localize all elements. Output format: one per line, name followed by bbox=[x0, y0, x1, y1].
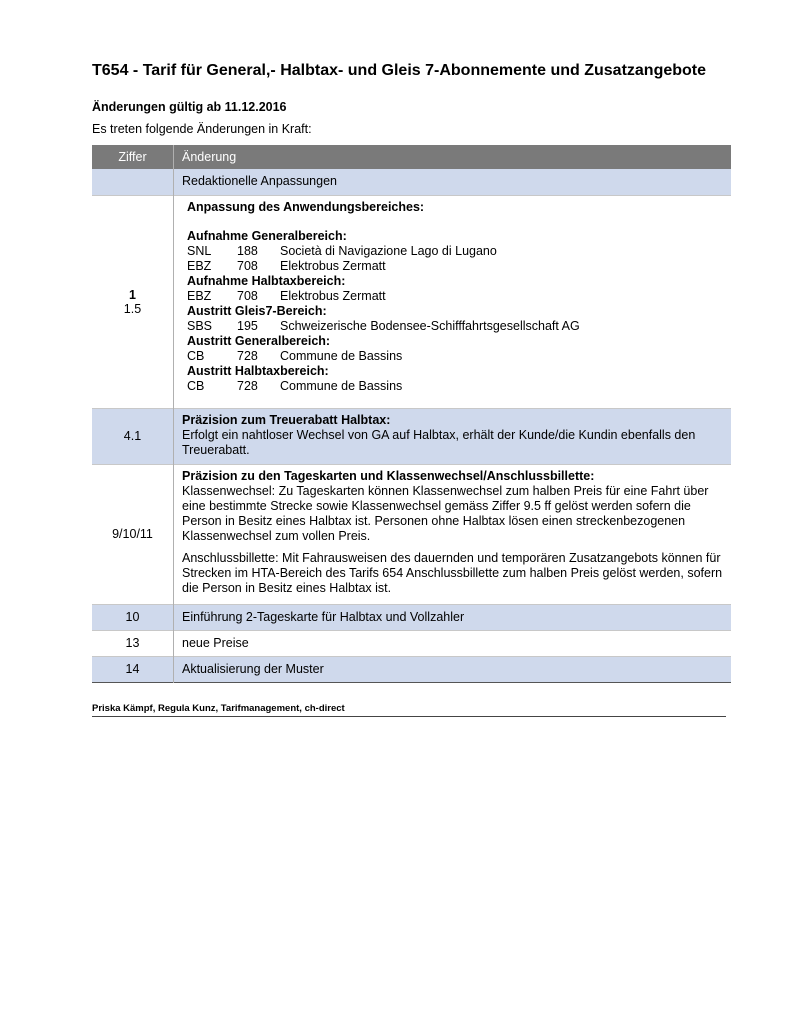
ziffer-main: 1 bbox=[129, 287, 136, 302]
row-paragraph: Klassenwechsel: Zu Tageskarten können Klassenwechsel zum halben Preis für eine Fahrt über eine bestimmte Strecke sowie Klassenwechsel gemäss Ziffer 9.5 ff gelöst werden sofern die Person in Besitz eines Halbtax ist. Personen ohne Halbtax lösen einen streckenbezogenen Klassenwechsel zum vollen Preis. bbox=[182, 483, 709, 543]
intro-text: Es treten folgende Änderungen in Kraft: bbox=[92, 122, 312, 136]
row-paragraph: Anschlussbillette: Mit Fahrausweisen des dauernden und temporären Zusatzangebots können für Strecken im HTA-Bereich des Tarifs 654 Anschlussbillette zum halben Preis gelöst werden, sofern die Person in Besitz eines Halbtax ist. bbox=[182, 550, 723, 595]
group-label: Austritt Generalbereich: bbox=[187, 333, 331, 348]
header-ziffer: Ziffer bbox=[92, 145, 174, 169]
row-text: Redaktionelle Anpassungen bbox=[174, 169, 732, 195]
row-ziffer: 9/10/11 bbox=[92, 464, 174, 604]
row-ziffer: 10 bbox=[92, 604, 174, 630]
row-content bbox=[174, 408, 732, 464]
row-heading: Anpassung des Anwendungsbereiches: bbox=[187, 199, 425, 214]
table-row bbox=[92, 630, 731, 656]
ziffer-sub: 1.5 bbox=[123, 301, 142, 316]
list-item: SNL 188 Società di Navigazione Lago di Lugano bbox=[187, 243, 497, 258]
row-text: Erfolgt ein nahtloser Wechsel von GA auf Halbtax, erhält der Kunde/die Kundin ebenfalls den Treuerabatt. bbox=[182, 427, 696, 457]
header-aenderung: Änderung bbox=[174, 145, 732, 169]
row-text: Einführung 2-Tageskarte für Halbtax und Vollzahler bbox=[174, 604, 732, 630]
list-item: SBS 195 Schweizerische Bodensee-Schifffahrtsgesellschaft AG bbox=[187, 318, 580, 333]
table-header bbox=[92, 145, 731, 169]
row-ziffer bbox=[92, 195, 174, 408]
row-heading: Präzision zum Treuerabatt Halbtax: bbox=[182, 412, 391, 427]
valid-from-heading: Änderungen gültig ab 11.12.2016 bbox=[92, 100, 287, 114]
row-ziffer: 13 bbox=[92, 630, 174, 656]
row-ziffer: 4.1 bbox=[92, 408, 174, 464]
table-row bbox=[92, 604, 731, 630]
row-heading: Präzision zu den Tageskarten und Klassenwechsel/Anschlussbillette: bbox=[182, 468, 595, 483]
list-item: EBZ 708 Elektrobus Zermatt bbox=[187, 288, 386, 303]
document-title: T654 - Tarif für General,- Halbtax- und Gleis 7-Abonnemente und Zusatzangebote bbox=[92, 62, 707, 79]
row-content bbox=[174, 195, 732, 408]
list-item: CB 728 Commune de Bassins bbox=[187, 378, 403, 393]
table-row bbox=[92, 195, 731, 408]
list-item: EBZ 708 Elektrobus Zermatt bbox=[187, 258, 386, 273]
table-row bbox=[92, 464, 731, 604]
table-row bbox=[92, 656, 731, 682]
footer-authors: Priska Kämpf, Regula Kunz, Tarifmanagement, ch-direct bbox=[92, 703, 726, 717]
group-label: Austritt Halbtaxbereich: bbox=[187, 363, 329, 378]
changes-table bbox=[92, 145, 731, 683]
row-text: neue Preise bbox=[182, 635, 249, 650]
group-label: Aufnahme Generalbereich: bbox=[187, 228, 347, 243]
row-ziffer: 14 bbox=[92, 656, 174, 682]
table-row bbox=[92, 408, 731, 464]
row-content bbox=[174, 464, 732, 604]
group-label: Aufnahme Halbtaxbereich: bbox=[187, 273, 346, 288]
row-ziffer bbox=[92, 169, 174, 195]
table-row bbox=[92, 169, 731, 195]
group-label: Austritt Gleis7-Bereich: bbox=[187, 303, 327, 318]
list-item: CB 728 Commune de Bassins bbox=[187, 348, 403, 363]
row-text: Aktualisierung der Muster bbox=[174, 656, 732, 682]
